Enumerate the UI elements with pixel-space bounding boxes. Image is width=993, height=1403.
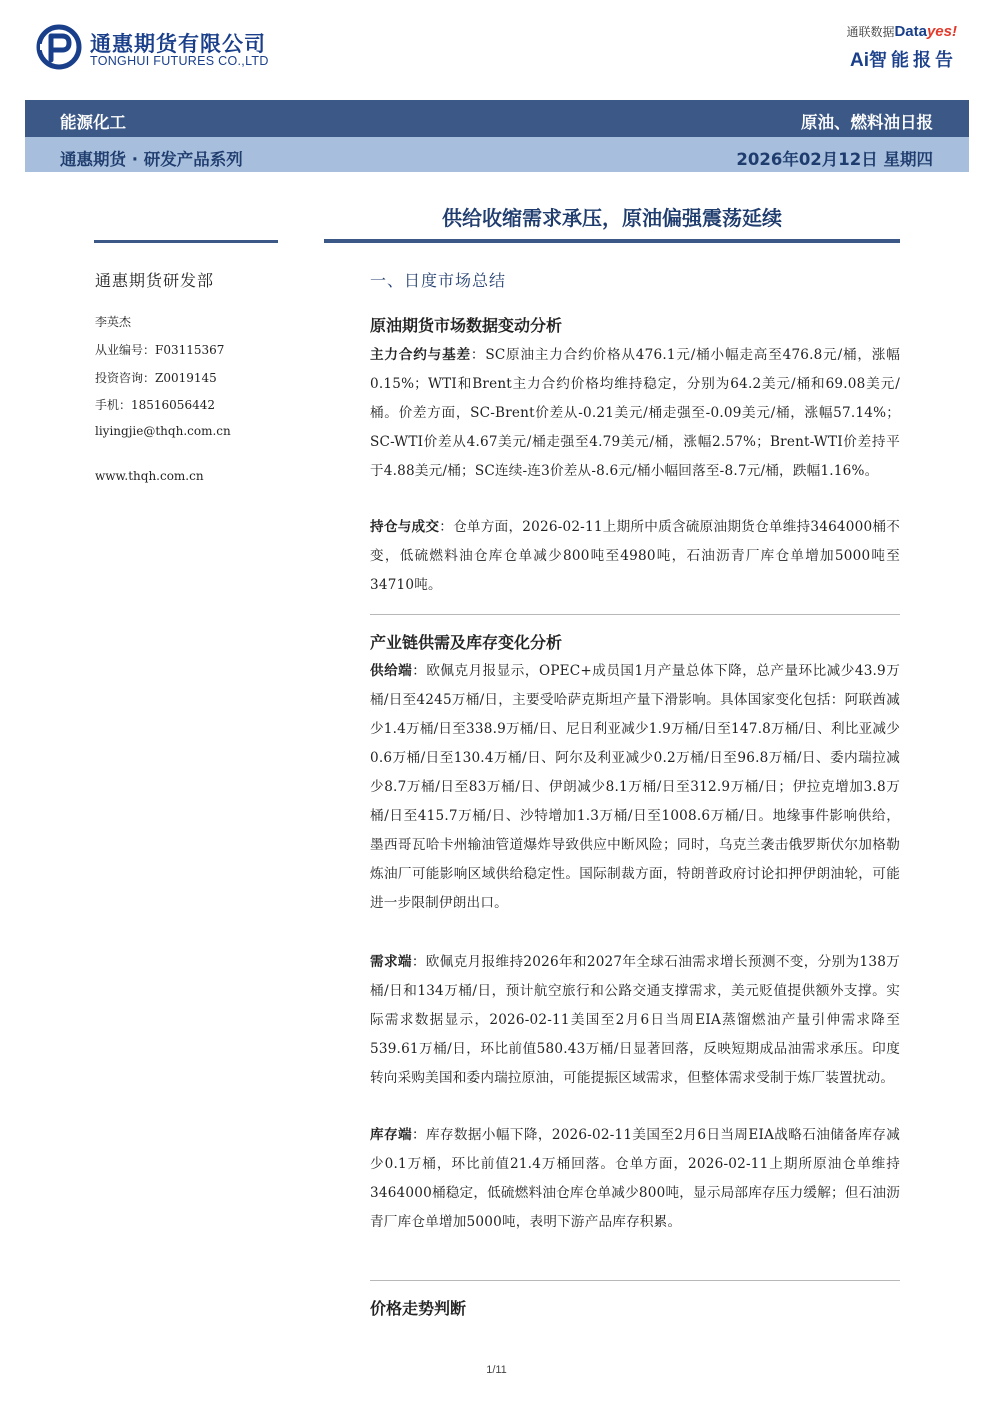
email-link[interactable]: liyingjie@thqh.com.cn — [95, 424, 231, 438]
brand-data: Data — [894, 23, 927, 40]
paragraph-contract-basis — [370, 341, 900, 486]
series-label: 通惠期货 · 研发产品系列 — [60, 150, 243, 169]
website-link[interactable]: www.thqh.com.cn — [95, 469, 204, 483]
brand-cn: 通联数据 — [846, 25, 895, 39]
paragraph-demand — [370, 948, 900, 1093]
label-position: 持仓与成交 — [370, 519, 440, 535]
tonghui-logo-icon — [36, 24, 82, 70]
text-inventory: ：库存数据小幅下降，2026-02-11美国至2月6日当周EIA战略石油储备库存减少0.1万桶，环比前值21.4万桶回落。仓单方面，2026-02-11上期所原油仓单维持3464000桶稳定，低硫燃料油仓库仓单减少800吨，显示局部库存压力缓解；但石油沥青厂库仓单增加5000吨，表明下游产品库存积累。 — [370, 1127, 900, 1230]
brand-ai: Ai — [850, 50, 869, 71]
report-title: 供给收缩需求承压，原油偏强震荡延续 — [442, 206, 782, 230]
text-supply: ：欧佩克月报显示，OPEC+成员国1月产量总体下降，总产量环比减少43.9万桶/日至4245万桶/日，主要受哈萨克斯坦产量下滑影响。具体国家变化包括：阿联酋减少1.4万桶/日至338.9万桶/日、尼日利亚减少1.9万桶/日至147.8万桶/日、利比亚减少0.6万桶/日至130.4万桶/日、阿尔及利亚减少0.2万桶/日至96.8万桶/日、委内瑞拉减少8.7万桶/日至83万桶/日、伊朗减少8.1万桶/日至312.9万桶/日；伊拉克增加3.8万桶/日至415.7万桶/日、沙特增加1.3万桶/日至1008.6万桶/日。地缘事件影响供给，墨西哥瓦哈卡州输油管道爆炸导致供应中断风险；同时，乌克兰袭击俄罗斯伏尔加格勒炼油厂可能影响区域供给稳定性。国际制裁方面，特朗普政府讨论扣押伊朗油轮，可能进一步限制伊朗出口。 — [370, 663, 900, 911]
paragraph-position — [370, 513, 900, 600]
subheading-futures: 原油期货市场数据变动分析 — [370, 316, 563, 335]
brand-report: 智能报告 — [869, 50, 957, 71]
brand-yes: yes! — [926, 23, 957, 40]
text-contract-basis: ：SC原油主力合约价格从476.1元/桶小幅走高至476.8元/桶，涨幅0.15%；WTI和Brent主力合约价格均维持稳定，分别为64.2美元/桶和69.08美元/桶。价差方面，SC-Brent价差从-0.21美元/桶走强至-0.09美元/桶，涨幅57.14%；SC-WTI价差从4.67美元/桶走强至4.79美元/桶，涨幅2.57%；Brent-WTI价差持平于4.88美元/桶；SC连续-连3价差从-8.6元/桶小幅回落至-8.7元/桶，跌幅1.16%。 — [370, 347, 900, 479]
company-name-cn: 通惠期货有限公司 — [90, 32, 266, 56]
phone-number: 手机：18516056442 — [95, 398, 215, 412]
analyst-name: 李英杰 — [95, 315, 132, 329]
label-supply: 供给端 — [370, 663, 413, 679]
section-heading: 一、日度市场总结 — [370, 271, 507, 290]
title-divider — [324, 239, 900, 243]
brand-datayes — [846, 23, 957, 40]
section-divider — [370, 614, 900, 615]
research-dept: 通惠期货研发部 — [95, 271, 215, 290]
license-number: 从业编号：F03115367 — [95, 343, 225, 357]
text-demand: ：欧佩克月报维持2026年和2027年全球石油需求增长预测不变，分别为138万桶/日和134万桶/日，预计航空旅行和公路交通支撑需求，美元贬值提供额外支撑。实际需求数据显示，2026-02-11美国至2月6日当周EIA蒸馏燃油产量引伸需求降至539.61万桶/日，环比前值580.43万桶/日显著回落，反映短期成品油需求承压。印度转向采购美国和委内瑞拉原油，可能提振区域需求，但整体需求受制于炼厂装置扰动。 — [370, 954, 900, 1086]
report-type-label: 原油、燃料油日报 — [801, 113, 933, 132]
advisory-number: 投资咨询：Z0019145 — [95, 371, 217, 385]
text-position: ：仓单方面，2026-02-11上期所中质含硫原油期货仓单维持3464000桶不变，低硫燃料油仓库仓单减少800吨至4980吨，石油沥青厂库仓单增加5000吨至34710吨。 — [370, 519, 901, 593]
subheading-supply-demand: 产业链供需及库存变化分析 — [370, 633, 563, 652]
section-divider — [370, 1280, 900, 1281]
label-inventory: 库存端 — [370, 1127, 412, 1143]
paragraph-inventory — [370, 1121, 900, 1237]
label-contract-basis: 主力合约与基差 — [370, 347, 471, 363]
company-name-en: TONGHUI FUTURES CO.,LTD — [90, 54, 269, 68]
label-demand: 需求端 — [370, 954, 412, 970]
subheading-price-trend: 价格走势判断 — [370, 1299, 467, 1318]
sector-label: 能源化工 — [60, 113, 126, 132]
report-date: 2026年02月12日 星期四 — [736, 150, 933, 169]
page-number: 1/11 — [486, 1364, 507, 1376]
brand-ai-report — [850, 46, 957, 72]
sidebar-divider — [94, 240, 278, 243]
paragraph-supply — [370, 657, 900, 918]
